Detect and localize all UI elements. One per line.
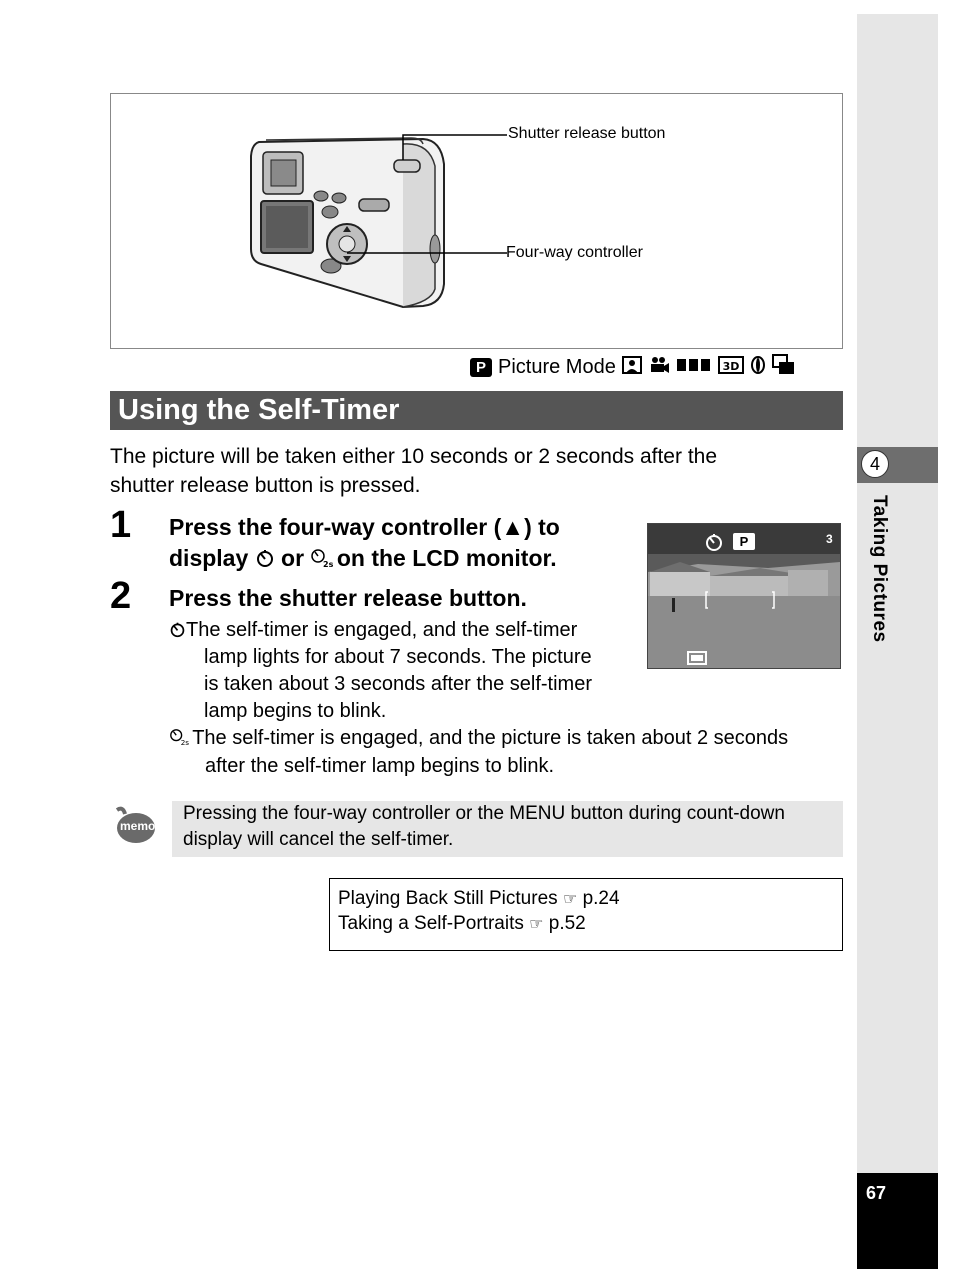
timer-2s-note-line-1 — [169, 725, 788, 752]
step-2-line-1: Press the shutter release button. — [169, 585, 527, 611]
lcd-shots-remaining: 3 — [826, 532, 833, 546]
self-timer-10s-icon — [255, 548, 275, 568]
reference-1 — [338, 886, 620, 912]
lcd-self-timer-icon — [704, 532, 724, 557]
step-1-line-2 — [169, 543, 557, 574]
intro-line-2: shutter release button is pressed. — [110, 474, 421, 497]
multi-exposure-icon — [772, 354, 796, 381]
reference-2-page: p.52 — [548, 913, 586, 934]
step-1-number: 1 — [110, 504, 132, 546]
panorama-mode-icon — [676, 355, 712, 380]
memo-line-1: Pressing the four-way controller or the MENU button during count-down — [183, 803, 785, 824]
callout-shutter-release: Shutter release button — [508, 125, 666, 142]
callout-four-way-controller: Four-way controller — [506, 244, 643, 261]
memo-line-2: display will cancel the self-timer. — [183, 829, 454, 850]
chapter-title: Taking Pictures — [869, 495, 890, 643]
step-1-display-word: display — [169, 545, 249, 571]
svg-text:2s: 2s — [323, 560, 334, 569]
reference-1-text: Playing Back Still Pictures — [338, 888, 558, 909]
timer-10s-note-line-1 — [169, 617, 577, 644]
memo-icon-label: memo — [120, 819, 156, 833]
camera-figure — [110, 93, 843, 349]
mode-label: Picture Mode — [498, 355, 616, 378]
applicable-modes — [470, 353, 796, 381]
pointing-hand-icon: ☞ — [529, 916, 544, 933]
memo-icon — [111, 804, 157, 846]
page-number: 67 — [866, 1183, 887, 1203]
self-timer-2s-icon — [169, 728, 190, 748]
timer-2s-text-1: The self-timer is engaged, and the picture is taken about 2 seconds — [192, 727, 789, 749]
cross-reference-box — [329, 878, 843, 951]
chapter-number: 4 — [861, 450, 889, 478]
timer-10s-note-line-2: lamp lights for about 7 seconds. The picture — [204, 646, 592, 668]
svg-text:2s: 2s — [180, 738, 190, 748]
step-1-or-word: or — [281, 545, 305, 571]
reference-2-text: Taking a Self-Portraits — [338, 913, 524, 934]
movie-mode-icon — [648, 355, 670, 380]
program-mode-badge: P — [470, 358, 492, 377]
memo-text — [183, 801, 785, 853]
timer-10s-note-line-4: lamp begins to blink. — [204, 700, 387, 722]
timer-10s-note-line-3: is taken about 3 seconds after the self-timer — [204, 673, 592, 695]
step-1-line-1: Press the four-way controller (▲) to — [169, 514, 560, 540]
camera-illustration — [111, 94, 842, 348]
self-timer-10s-icon — [169, 621, 186, 638]
step-2-number: 2 — [110, 575, 132, 617]
lcd-mode-badge: P — [733, 533, 755, 550]
pointing-hand-icon: ☞ — [562, 891, 578, 908]
reference-1-page: p.24 — [582, 888, 620, 909]
step-1-monitor-text: on the LCD monitor. — [336, 545, 557, 571]
timer-2s-note-line-2: after the self-timer lamp begins to blink. — [205, 755, 555, 777]
svg-text:3D: 3D — [722, 359, 740, 373]
digital-filter-icon — [750, 355, 766, 380]
3d-mode-icon — [718, 355, 744, 380]
self-timer-2s-icon — [310, 548, 334, 569]
portrait-mode-icon — [622, 355, 642, 380]
section-title: Using the Self-Timer — [118, 394, 400, 426]
reference-2 — [338, 911, 586, 937]
timer-10s-text-1: The self-timer is engaged, and the self-timer — [186, 619, 578, 641]
lcd-monitor-preview — [647, 523, 841, 669]
intro-line-1: The picture will be taken either 10 seconds or 2 seconds after the — [110, 445, 718, 468]
